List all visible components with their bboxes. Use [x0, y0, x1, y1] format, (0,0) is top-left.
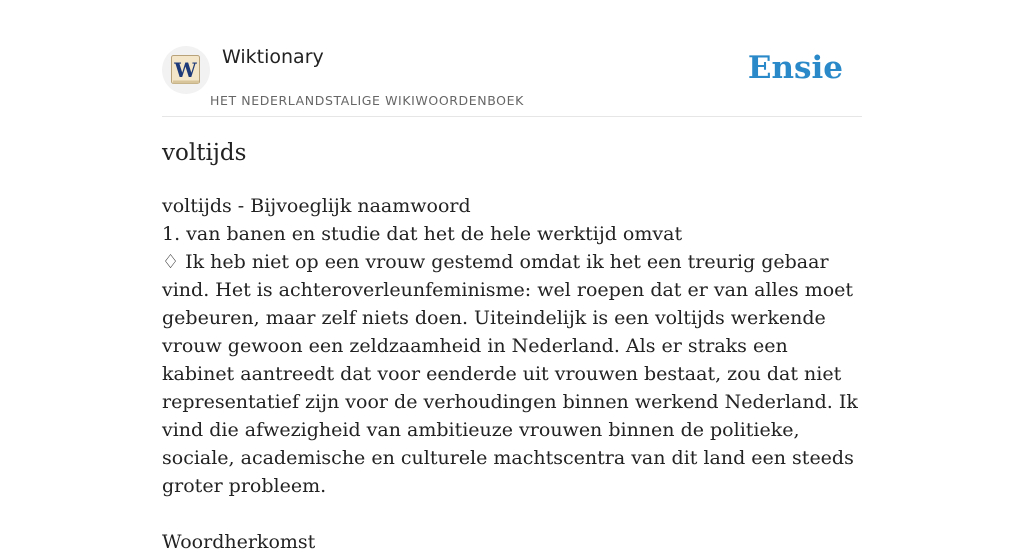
entry-heading: voltijds - Bijvoeglijk naamwoord	[162, 195, 471, 217]
site-header	[162, 0, 862, 117]
wiktionary-logo[interactable]	[162, 46, 210, 94]
ensie-brand-logo[interactable]: Ensie	[747, 50, 843, 86]
logo-letter: W	[174, 58, 197, 82]
entry-definition: 1. van banen en studie dat het de hele werktijd omvat	[162, 223, 683, 245]
entry-content	[162, 192, 862, 556]
wiktionary-tile-icon	[170, 54, 201, 85]
site-tagline: HET NEDERLANDSTALIGE WIKIWOORDENBOEK	[210, 93, 524, 108]
section-heading-woordherkomst: Woordherkomst	[162, 531, 316, 553]
entry-example: ♢ Ik heb niet op een vrouw gestemd omdat ik het een treurig gebaar vind. Het is achteroverleunfeminisme: wel roepen dat er van alles moet gebeuren, maar zelf niets doen. Uiteindelijk is een voltijds werkende vrouw gewoon een zeldzaamheid in Nederland. Als er straks een kabinet aantreedt dat voor eenderde uit vrouwen bestaat, zou dat niet representatief zijn voor de verhoudingen binnen werkend Nederland. Ik vind die afwezigheid van ambitieuze vrouwen binnen de politieke, sociale, academische en culturele machtscentra van dit land een steeds groter probleem.	[162, 251, 858, 497]
site-name[interactable]: Wiktionary	[222, 46, 324, 68]
page-title: voltijds	[162, 140, 247, 166]
